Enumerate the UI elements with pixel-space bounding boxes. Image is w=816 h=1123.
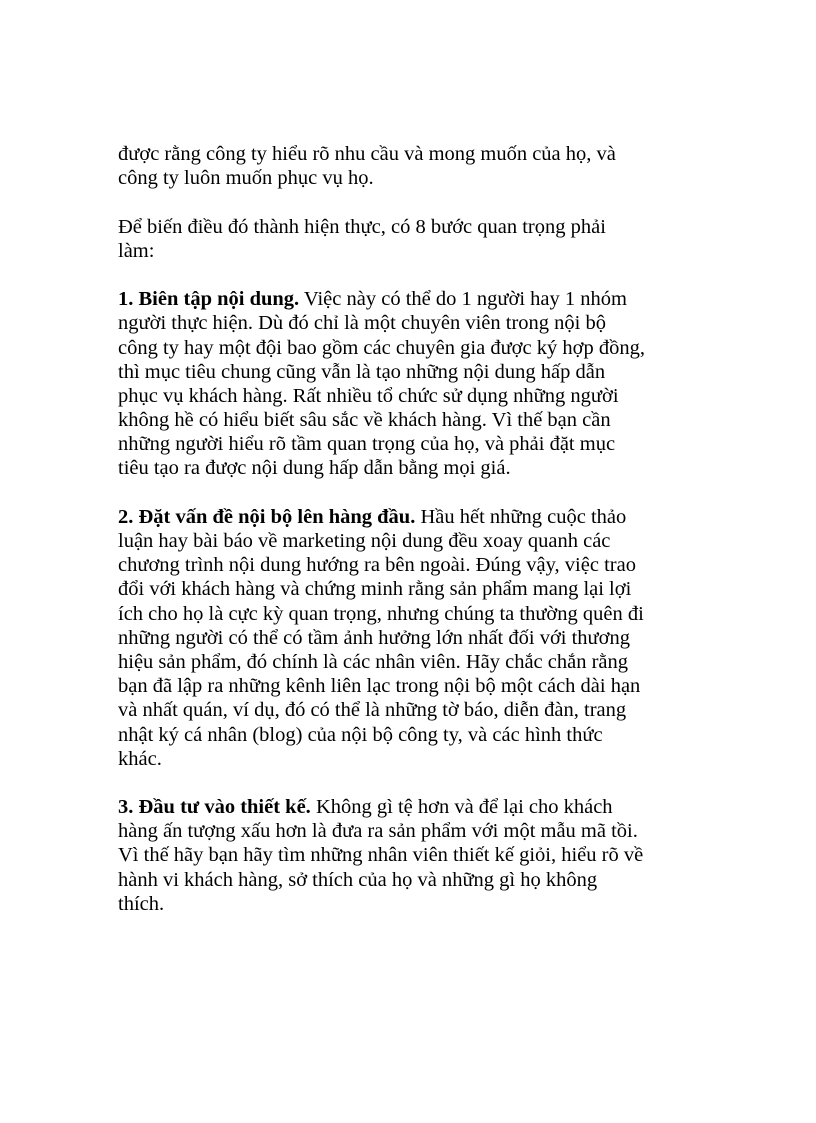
text-line: hiệu sản phẩm, đó chính là các nhân viên. Hãy chắc chắn rằng [118, 650, 629, 673]
text-line: ích cho họ là cực kỳ quan trọng, nhưng chúng ta thường quên đi [118, 602, 644, 625]
intro-paragraph [118, 142, 748, 190]
step-2-paragraph [118, 505, 748, 771]
step-3-first-line: Không gì tệ hơn và để lại cho khách [310, 796, 613, 819]
paragraph-gap [118, 481, 748, 505]
text-line: đổi với khách hàng và chứng minh rằng sản phẩm mang lại lợi [118, 578, 632, 601]
text-line: khác. [118, 747, 162, 770]
text-line: tiêu tạo ra được nội dung hấp dẫn bằng mọi giá. [118, 457, 511, 480]
text-line: công ty hay một đội bao gồm các chuyên gia được ký hợp đồng, [118, 336, 645, 359]
text-line: hàng ấn tượng xấu hơn là đưa ra sản phẩm với một mẫu mã tồi. [118, 820, 638, 843]
text-line: nhật ký cá nhân (blog) của nội bộ công ty, và các hình thức [118, 723, 603, 746]
step-1-first-line: Việc này có thể do 1 người hay 1 nhóm [299, 288, 627, 311]
text-line: luận hay bài báo về marketing nội dung đều xoay quanh các [118, 530, 611, 552]
text-line: những người có thể có tầm ảnh hưởng lớn nhất đối với thương [118, 626, 630, 649]
text-line: phục vụ khách hàng. Rất nhiều tổ chức sử dụng những người [118, 384, 619, 407]
step-2-heading: 2. Đặt vấn đề nội bộ lên hàng đầu. [118, 505, 416, 528]
paragraph-gap [118, 190, 748, 214]
step-3-paragraph [118, 795, 748, 916]
text-line: người thực hiện. Dù đó chỉ là một chuyên viên trong nội bộ [118, 312, 606, 335]
text-line: bạn đã lập ra những kênh liên lạc trong nội bộ một cách dài hạn [118, 675, 641, 698]
step-3-heading: 3. Đầu tư vào thiết kế. [118, 796, 311, 819]
step-2-first-line: Hầu hết những cuộc thảo [415, 505, 627, 528]
text-line [118, 505, 748, 529]
step-1-heading: 1. Biên tập nội dung. [118, 288, 300, 311]
text-line: không hề có hiểu biết sâu sắc về khách hàng. Vì thế bạn cần [118, 409, 611, 432]
document-body [118, 142, 748, 916]
text-line: chương trình nội dung hướng ra bên ngoài. Đúng vậy, việc trao [118, 554, 636, 577]
paragraph-gap [118, 263, 748, 287]
text-line [118, 795, 748, 819]
text-line: thì mục tiêu chung cũng vẫn là tạo những nội dung hấp dẫn [118, 360, 606, 383]
text-line: những người hiểu rõ tầm quan trọng của họ, và phải đặt mục [118, 433, 616, 456]
text-line: làm: [118, 239, 155, 262]
text-line: công ty luôn muốn phục vụ họ. [118, 167, 374, 190]
text-line: và nhất quán, ví dụ, đó có thể là những tờ báo, diễn đàn, trang [118, 699, 627, 722]
text-line: Vì thế hãy bạn hãy tìm những nhân viên thiết kế giỏi, hiểu rõ về [118, 844, 644, 867]
text-line: hành vi khách hàng, sở thích của họ và những gì họ không [118, 868, 598, 891]
text-line: Để biến điều đó thành hiện thực, có 8 bước quan trọng phải [118, 215, 606, 238]
text-line: thích. [118, 892, 165, 915]
step-1-paragraph [118, 287, 748, 481]
lead-paragraph [118, 215, 748, 263]
text-line [118, 287, 748, 311]
paragraph-gap [118, 771, 748, 795]
text-line: được rằng công ty hiểu rõ nhu cầu và mong muốn của họ, và [118, 143, 616, 165]
